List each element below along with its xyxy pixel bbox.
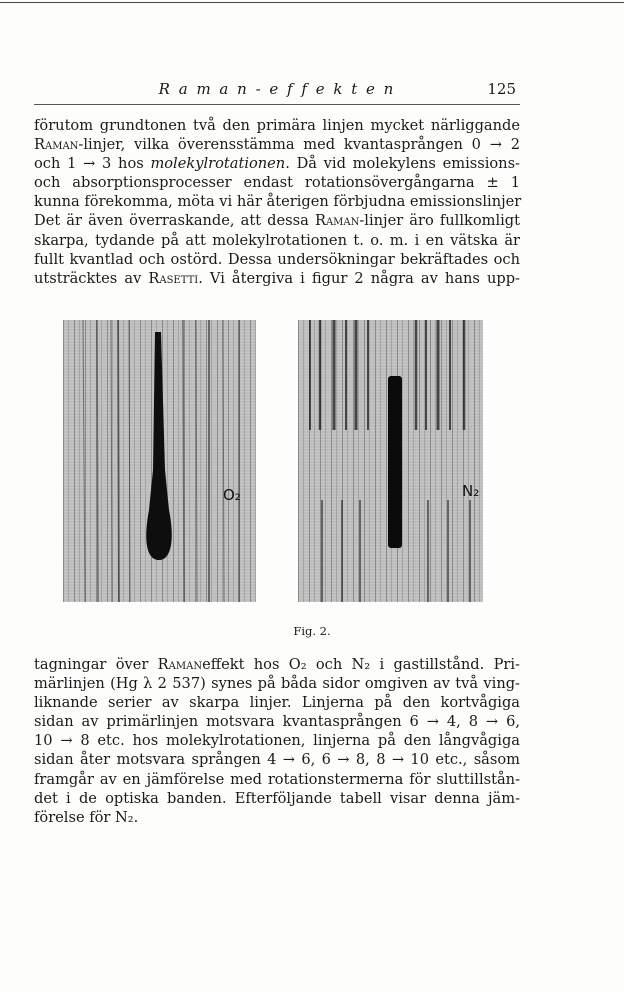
text-line: utsträcktes av Rasetti. Vi återgiva i figur 2 några av hans upp-	[34, 269, 520, 287]
text-line: förelse för N₂.	[34, 808, 139, 826]
top-border-rule	[0, 2, 624, 3]
text-line: liknande serier av skarpa linjer. Linjerna på den kortvågiga	[34, 694, 520, 712]
running-title: R a m a n - e f f e k t e n	[158, 80, 396, 98]
spectrum-photo-o2	[63, 320, 256, 602]
header-rule	[34, 104, 520, 105]
text-line: Det är även överraskande, att dessa Raman-linjer äro fullkomligt	[34, 212, 520, 230]
text-line: fullt kvantlad och ostörd. Dessa undersökningar bekräftades och	[34, 250, 520, 268]
spectrum-image-o2	[63, 320, 256, 602]
text-line: 10 → 8 etc. hos molekylrotationen, linjerna på den långvågiga	[34, 732, 520, 750]
page-header	[34, 80, 520, 102]
paragraph-2	[34, 655, 520, 827]
text-line: framgår av en jämförelse med rotationstermerna för sluttillstån-	[34, 770, 520, 788]
page-number: 125	[487, 80, 516, 98]
text-line: det i de optiska banden. Efterföljande tabell visar denna jäm-	[34, 789, 520, 807]
text-line: skarpa, tydande på att molekylrotationen t. o. m. i en vätska är	[34, 231, 520, 249]
paragraph-1	[34, 116, 520, 288]
text-line: kunna förekomma, möta vi här återigen förbjudna emissionslinjer	[34, 193, 522, 211]
text-line: och 1 → 3 hos molekylrotationen. Då vid molekylens emissions-	[34, 155, 520, 173]
text-line: och absorptionsprocesser endast rotationsövergångarna ± 1	[34, 174, 520, 192]
text-line: sidan av primärlinjen motsvara kvantasprången 6 → 4, 8 → 6,	[34, 713, 520, 731]
spectrum-photo-n2	[298, 320, 483, 602]
author-name: Raman	[314, 212, 360, 230]
text-line: förutom grundtonen två den primära linjen mycket närliggande	[34, 117, 520, 134]
author-name: Rasetti	[148, 269, 199, 287]
author-name: Raman	[157, 656, 203, 673]
text-line: Raman-linjer, vilka överensstämma med kvantasprången 0 → 2	[34, 136, 520, 154]
text-line: tagningar över Ramaneffekt hos O₂ och N₂ i gastillstånd. Pri-	[34, 656, 520, 673]
text-line: sidan åter motsvara sprången 4 → 6, 6 → 8, 8 → 10 etc., såsom	[34, 751, 520, 769]
label-o2: O₂	[223, 486, 241, 504]
author-name: Raman	[34, 136, 79, 154]
emphasis-term: molekylrotationen.	[150, 155, 290, 173]
figure-caption: Fig. 2.	[293, 624, 331, 638]
spectrum-image-n2	[298, 320, 483, 602]
text-line: märlinjen (Hg λ 2 537) synes på båda sidor omgiven av två ving-	[34, 675, 520, 693]
label-n2: N₂	[462, 482, 480, 500]
figure-2	[0, 320, 624, 610]
